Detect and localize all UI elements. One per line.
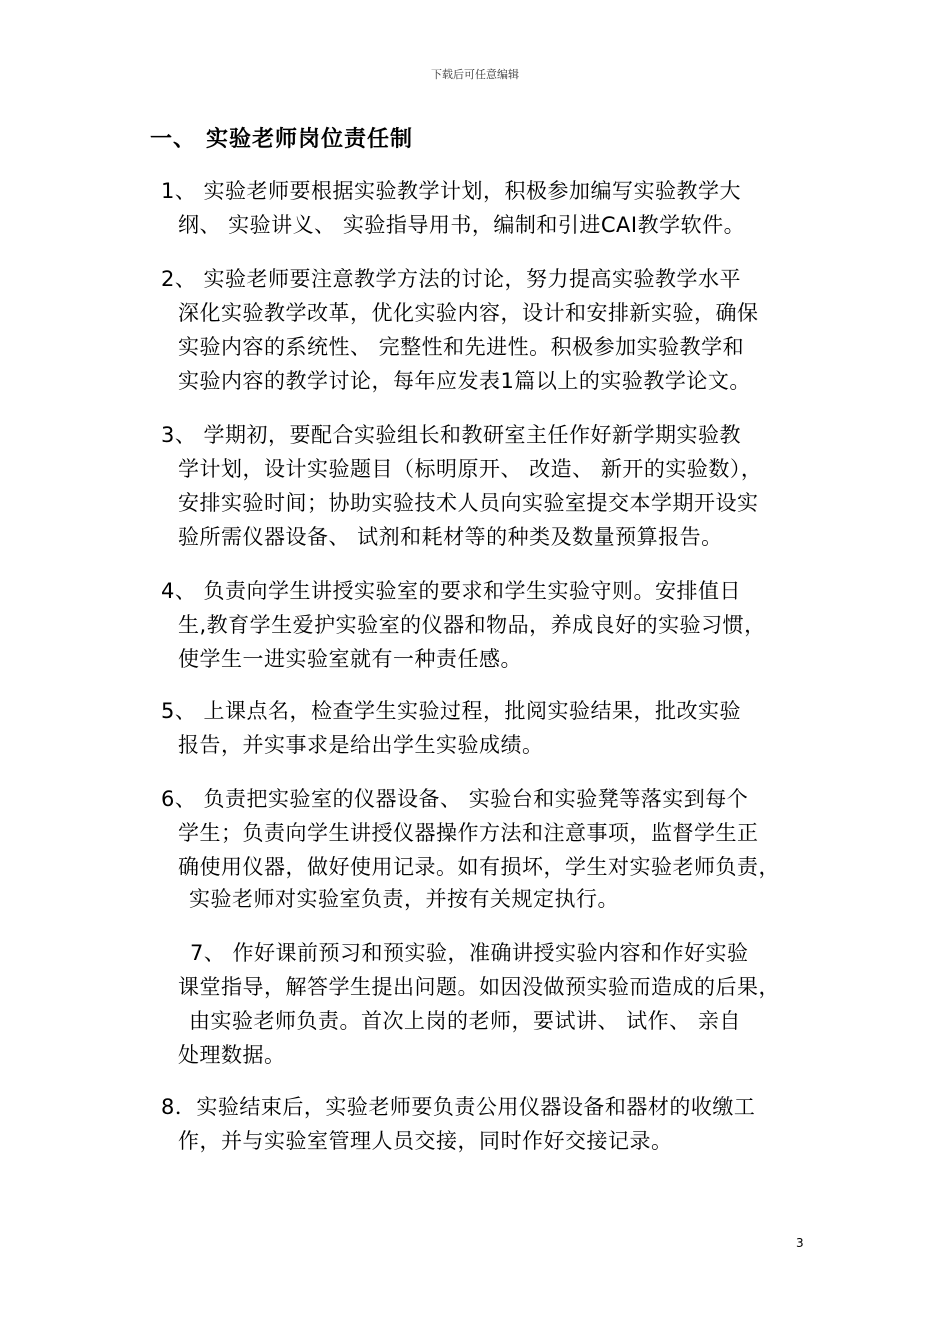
item-3-line-3: 安排实验时间；协助实验技术人员向实验室提交本学期开设实	[178, 491, 759, 515]
item-8-line-1: 8．实验结束后，实验老师要负责公用仪器设备和器材的收缴工	[161, 1095, 756, 1119]
item-6-line-1: 6、 负责把实验室的仪器设备、 实验台和实验凳等落实到每个	[161, 787, 749, 811]
item-2-line-2: 深化实验教学改革，优化实验内容，设计和安排新实验，确保	[178, 301, 759, 325]
item-3-line-1: 3、 学期初，要配合实验组长和教研室主任作好新学期实验教	[161, 423, 742, 447]
item-3-line-2: 学计划，设计实验题目（标明原开、 改造、 新开的实验数），	[178, 457, 763, 481]
item-6-line-4: 实验老师对实验室负责，并按有关规定执行。	[189, 887, 619, 911]
section-title-text: 实验老师岗位责任制	[206, 127, 414, 152]
item-7-line-3: 由实验老师负责。首次上岗的老师，要试讲、 试作、 亲自	[189, 1009, 741, 1033]
item-6-line-3: 确使用仪器，做好使用记录。如有损坏，学生对实验老师负责，	[178, 855, 780, 879]
item-5-line-2: 报告，并实事求是给出学生实验成绩。	[178, 733, 544, 757]
item-7-line-2: 课堂指导，解答学生提出问题。如因没做预实验而造成的后果，	[178, 975, 780, 999]
item-2-line-3: 实验内容的系统性、 完整性和先进性。积极参加实验教学和	[178, 335, 745, 359]
item-7-line-4: 处理数据。	[178, 1043, 286, 1067]
page-header: 下载后可任意编辑	[431, 68, 519, 81]
item-1-line-2: 纲、 实验讲义、 实验指导用书，编制和引进CAI教学软件。	[178, 213, 746, 237]
item-4-line-3: 使学生一进实验室就有一种责任感。	[178, 647, 522, 671]
item-2-line-1: 2、 实验老师要注意教学方法的讨论，努力提高实验教学水平	[161, 267, 742, 291]
item-2-line-4: 实验内容的教学讨论，每年应发表1篇以上的实验教学论文。	[178, 369, 751, 393]
item-5-line-1: 5、 上课点名，检查学生实验过程，批阅实验结果，批改实验	[161, 699, 742, 723]
item-6-line-2: 学生；负责向学生讲授仪器操作方法和注意事项，监督学生正	[178, 821, 759, 845]
item-1-line-1: 1、 实验老师要根据实验教学计划，积极参加编写实验教学大	[161, 179, 742, 203]
item-8-line-2: 作，并与实验室管理人员交接，同时作好交接记录。	[178, 1129, 673, 1153]
item-4-line-2: 生,教育学生爱护实验室的仪器和物品，养成良好的实验习惯，	[178, 613, 766, 637]
item-4-line-1: 4、 负责向学生讲授实验室的要求和学生实验守则。安排值日	[161, 579, 742, 603]
item-3-line-4: 验所需仪器设备、 试剂和耗材等的种类及数量预算报告。	[178, 525, 723, 549]
section-title	[150, 122, 413, 153]
item-7-line-1: 7、 作好课前预习和预实验，准确讲授实验内容和作好实验	[190, 941, 749, 965]
section-number: 一、	[150, 127, 197, 152]
page-number: 3	[796, 1236, 804, 1250]
